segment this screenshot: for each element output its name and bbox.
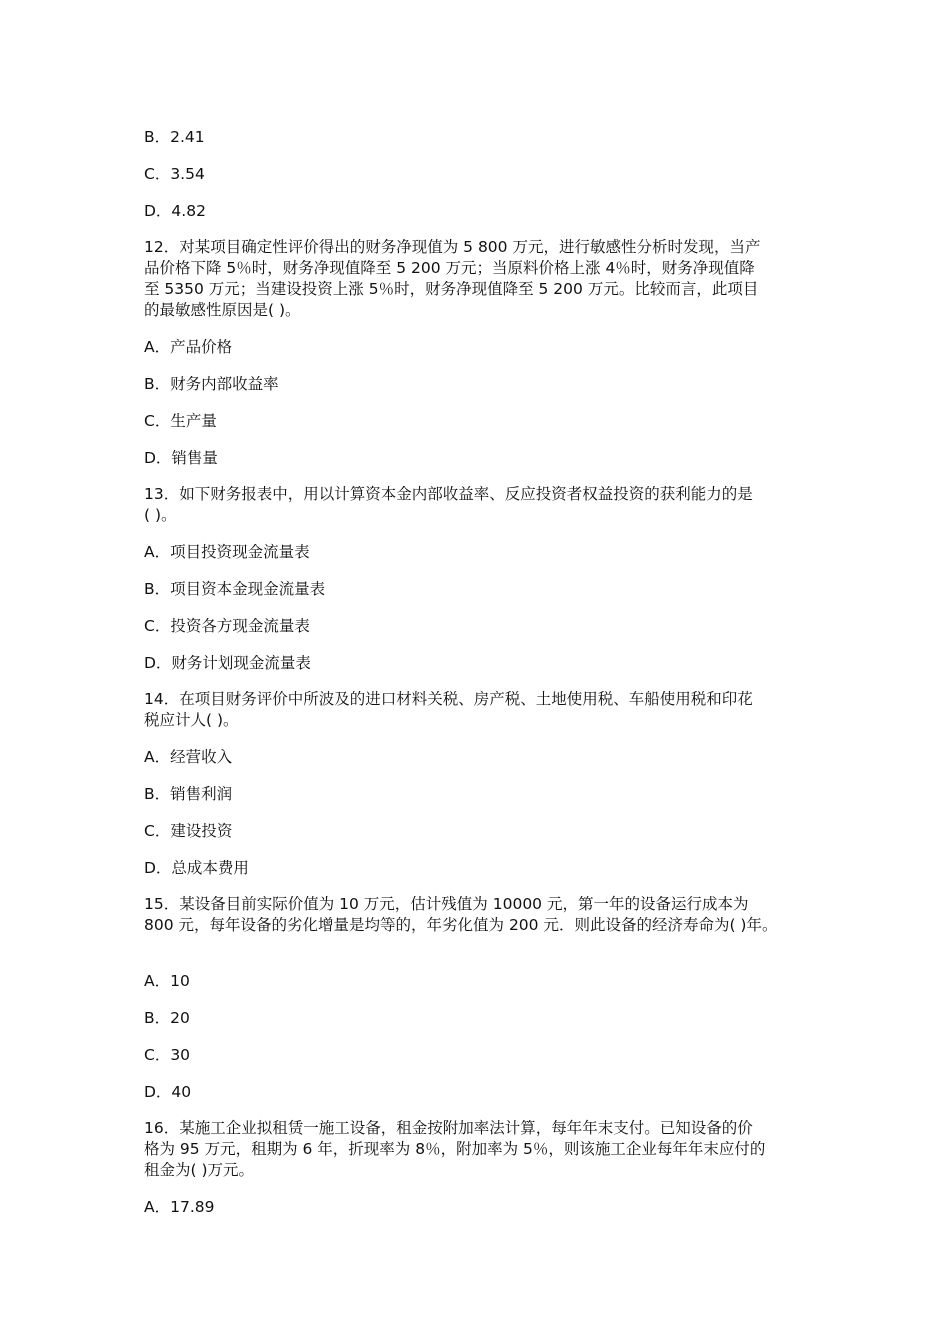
option-d-q15: D．40 — [144, 1083, 192, 1101]
option-d-q14: D．总成本费用 — [144, 859, 249, 877]
option-b-q14: B．销售利润 — [144, 785, 233, 803]
question-12-line-3: 至 5350 万元；当建设投资上涨 5％时，财务净现值降至 5 200 万元。比较而言，此项目 — [144, 280, 759, 298]
option-a-q13: A．项目投资现金流量表 — [144, 543, 310, 561]
question-15-line-2: 800 元，每年设备的劣化增量是均等的，年劣化值为 200 元．则此设备的经济寿命为( )年。 — [144, 916, 778, 934]
option-a-q15: A．10 — [144, 972, 190, 990]
question-16-line-1: 16．某施工企业拟租赁一施工设备，租金按附加率法计算，每年年末支付。已知设备的价 — [144, 1119, 753, 1137]
option-b-q12: B．财务内部收益率 — [144, 375, 279, 393]
option-d-q13: D．财务计划现金流量表 — [144, 654, 311, 672]
question-12-line-1: 12．对某项目确定性评价得出的财务净现值为 5 800 万元，进行敏感性分析时发现，当产 — [144, 238, 761, 256]
option-a-q16: A．17.89 — [144, 1198, 215, 1216]
option-d-q11: D．4.82 — [144, 202, 206, 220]
question-12-line-4: 的最敏感性原因是( )。 — [144, 301, 301, 319]
option-b-q13: B．项目资本金现金流量表 — [144, 580, 326, 598]
question-13-line-2: ( )。 — [144, 506, 177, 524]
question-15-line-1: 15．某设备目前实际价值为 10 万元，估计残值为 10000 元，第一年的设备运行成本为 — [144, 895, 749, 913]
question-14-line-1: 14．在项目财务评价中所波及的进口材料关税、房产税、土地使用税、车船使用税和印花 — [144, 690, 753, 708]
question-12-line-2: 品价格下降 5％时，财务净现值降至 5 200 万元；当原料价格上涨 4％时，财务净现值降 — [144, 259, 755, 277]
question-14-line-2: 税应计人( )。 — [144, 711, 239, 729]
option-c-q13: C．投资各方现金流量表 — [144, 617, 310, 635]
option-c-q12: C．生产量 — [144, 412, 217, 430]
option-b-q11: B．2.41 — [144, 128, 205, 146]
option-b-q15: B．20 — [144, 1009, 190, 1027]
option-a-q12: A．产品价格 — [144, 338, 233, 356]
question-16-line-3: 租金为( )万元。 — [144, 1161, 255, 1179]
question-16-line-2: 格为 95 万元，租期为 6 年，折现率为 8％，附加率为 5％，则该施工企业每年年末应付的 — [144, 1140, 766, 1158]
option-a-q14: A．经营收入 — [144, 748, 233, 766]
question-13-line-1: 13．如下财务报表中，用以计算资本金内部收益率、反应投资者权益投资的获利能力的是 — [144, 485, 753, 503]
option-c-q14: C．建设投资 — [144, 822, 233, 840]
option-c-q15: C．30 — [144, 1046, 191, 1064]
option-d-q12: D．销售量 — [144, 449, 218, 467]
option-c-q11: C．3.54 — [144, 165, 205, 183]
